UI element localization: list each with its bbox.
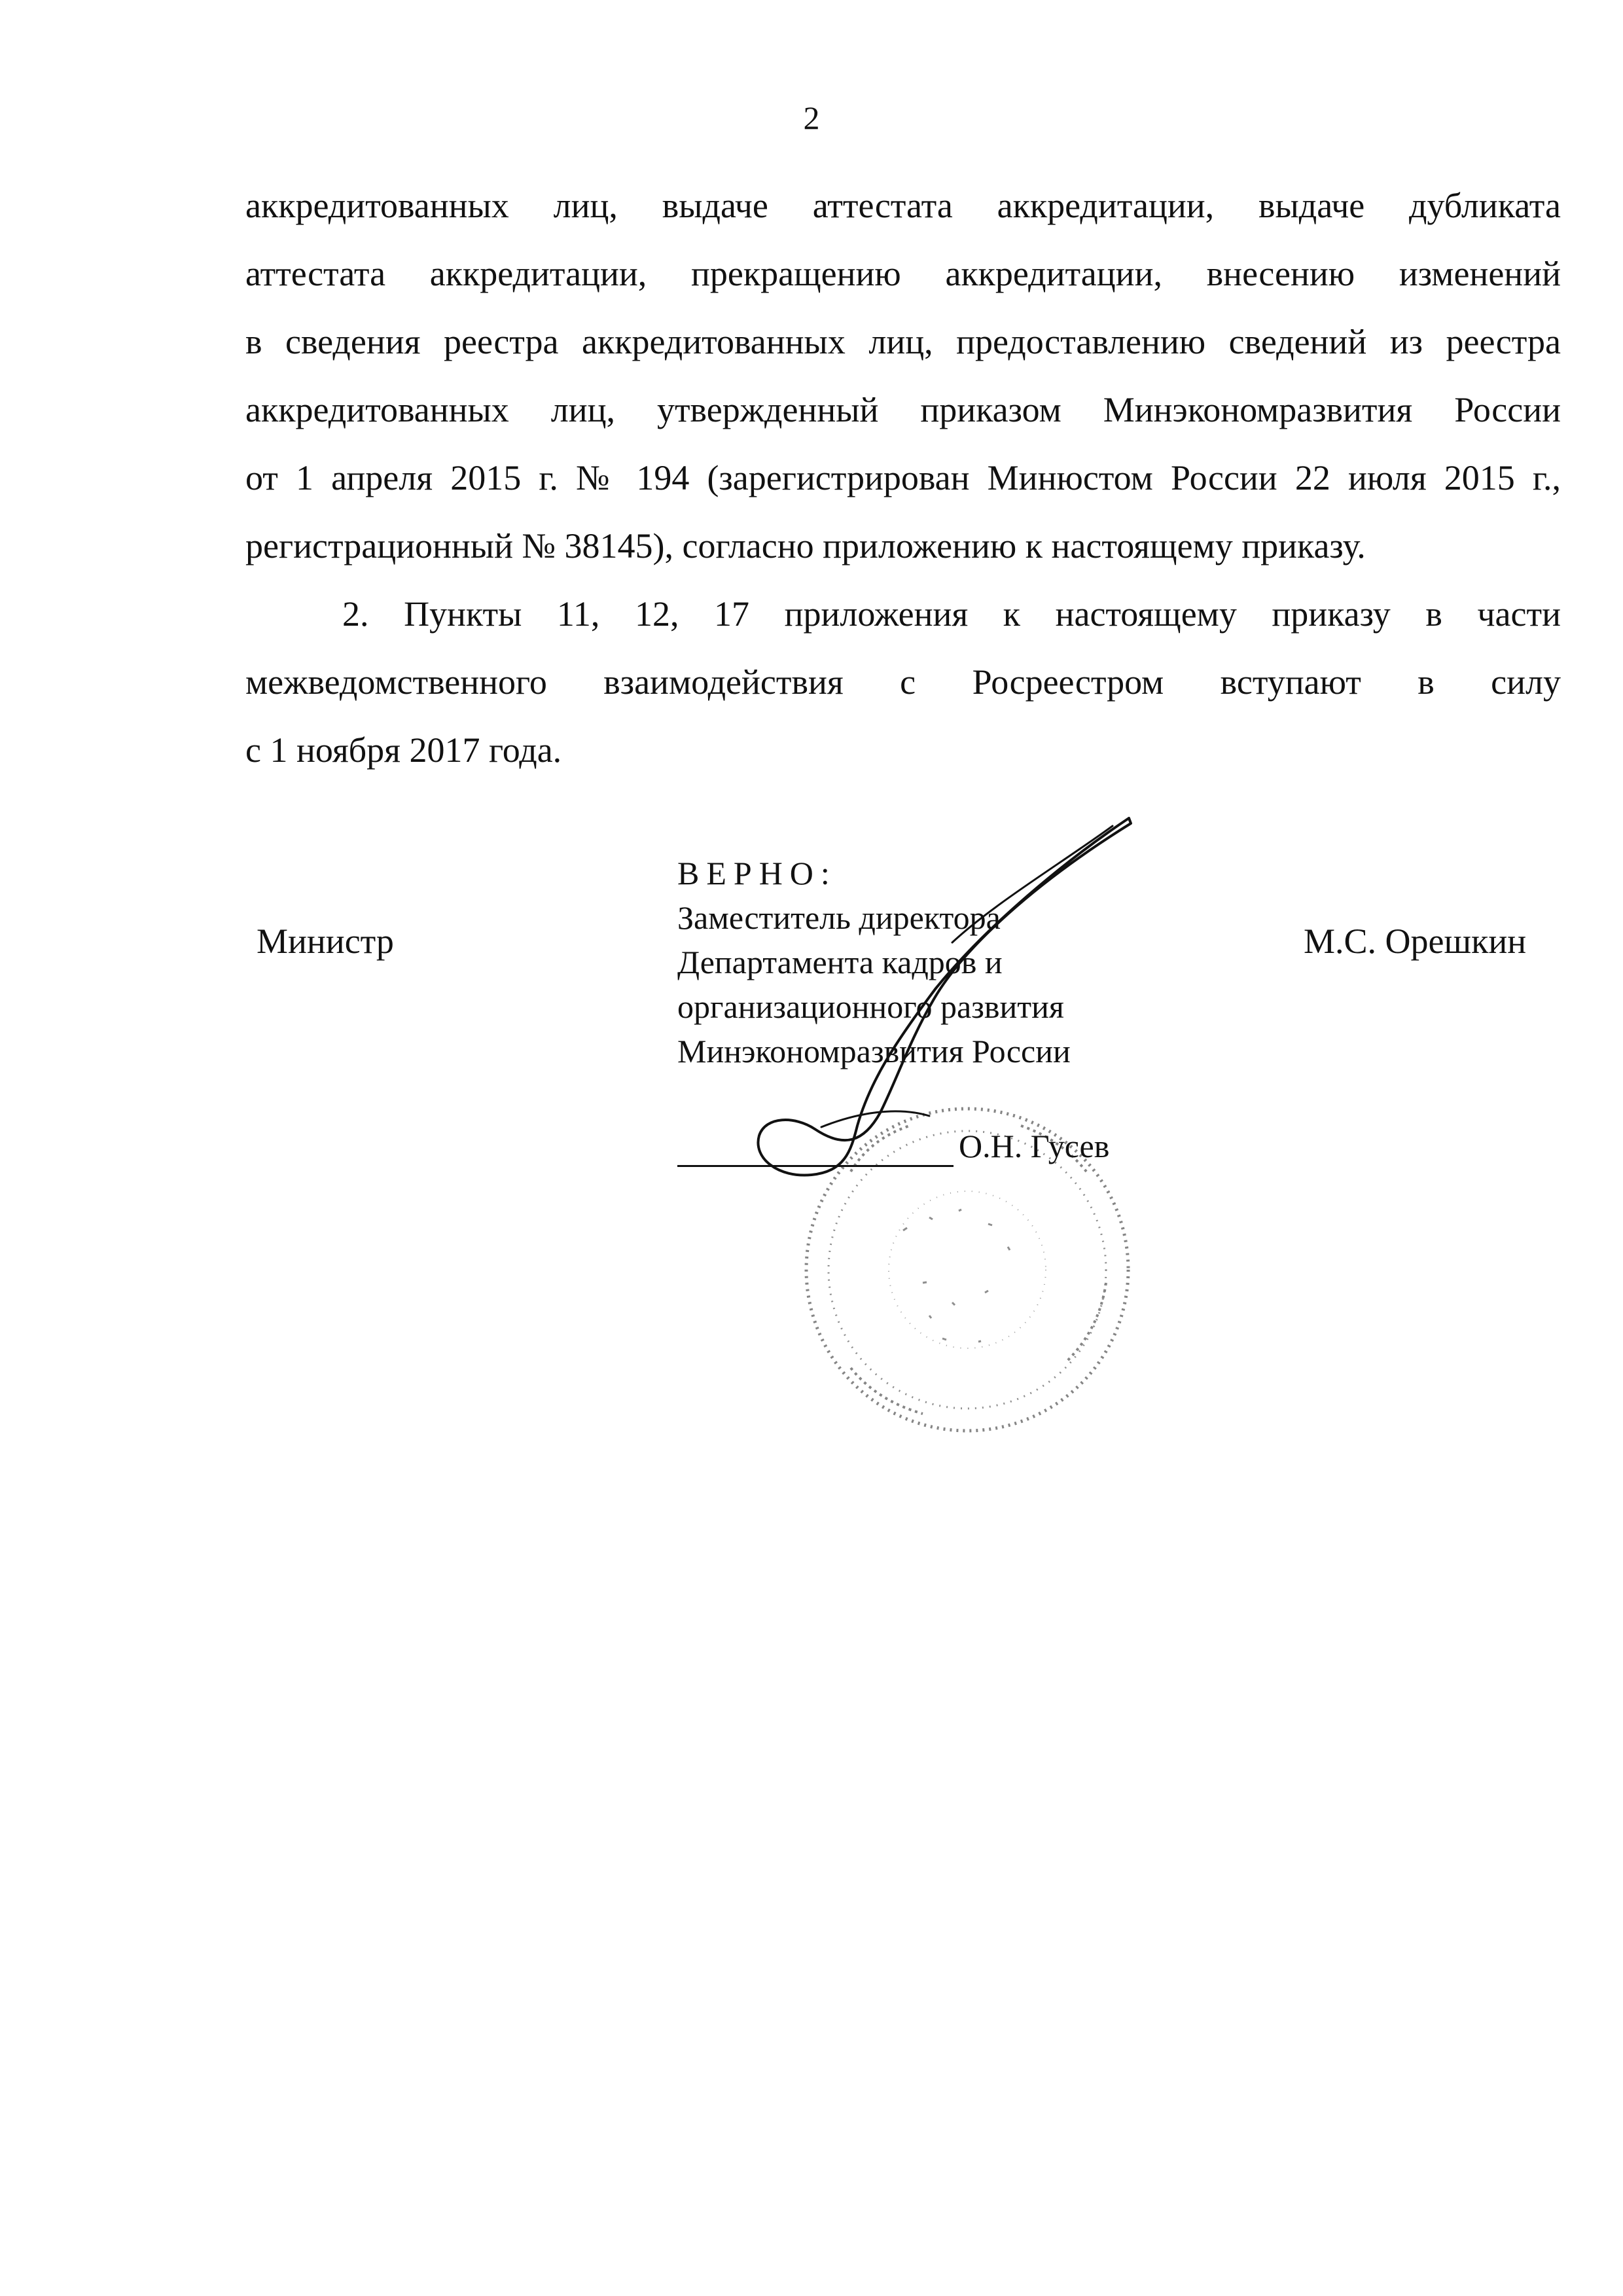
- certifier-position-line: Заместитель директора: [677, 899, 1001, 936]
- paragraph-item-2-line: с 1 ноября 2017 года.: [245, 730, 562, 770]
- text-line: от 1 апреля 2015 г. № 194 (зарегистрирован Минюстом России 22 июля 2015 г.,: [245, 458, 1561, 497]
- minister-name: М.С. Орешкин: [1304, 922, 1527, 961]
- minister-title: Министр: [257, 922, 394, 961]
- text-line: в сведения реестра аккредитованных лиц, предоставлению сведений из реестра: [245, 322, 1561, 361]
- text-line: регистрационный № 38145), согласно приложению к настоящему приказу.: [245, 526, 1366, 565]
- document-body: [245, 171, 1561, 784]
- signature-line: [677, 1165, 954, 1167]
- certifier-position-line: организационного развития: [677, 988, 1064, 1025]
- paragraph-item-2-line: 2. Пункты 11, 12, 17 приложения к настоящему приказу в части: [342, 594, 1561, 634]
- signature-row: [677, 1118, 1175, 1170]
- certification-heading: ВЕРНО:: [677, 855, 837, 891]
- page-number: 2: [803, 99, 820, 136]
- certification-block: [677, 851, 1071, 1073]
- certifier-position-line: Департамента кадров и: [677, 944, 1003, 980]
- certifier-position-line: Минэкономразвития России: [677, 1033, 1071, 1069]
- signature-block: [0, 851, 1623, 1440]
- certifier-name: О.Н. Гусев: [959, 1128, 1110, 1164]
- text-line: аккредитованных лиц, выдаче аттестата аккредитации, выдаче дубликата: [245, 186, 1561, 225]
- text-line: аттестата аккредитации, прекращению аккредитации, внесению изменений: [245, 254, 1561, 293]
- paragraph-item-2-line: межведомственного взаимодействия с Росреестром вступают в силу: [245, 662, 1561, 702]
- text-line: аккредитованных лиц, утвержденный приказом Минэкономразвития России: [245, 390, 1561, 429]
